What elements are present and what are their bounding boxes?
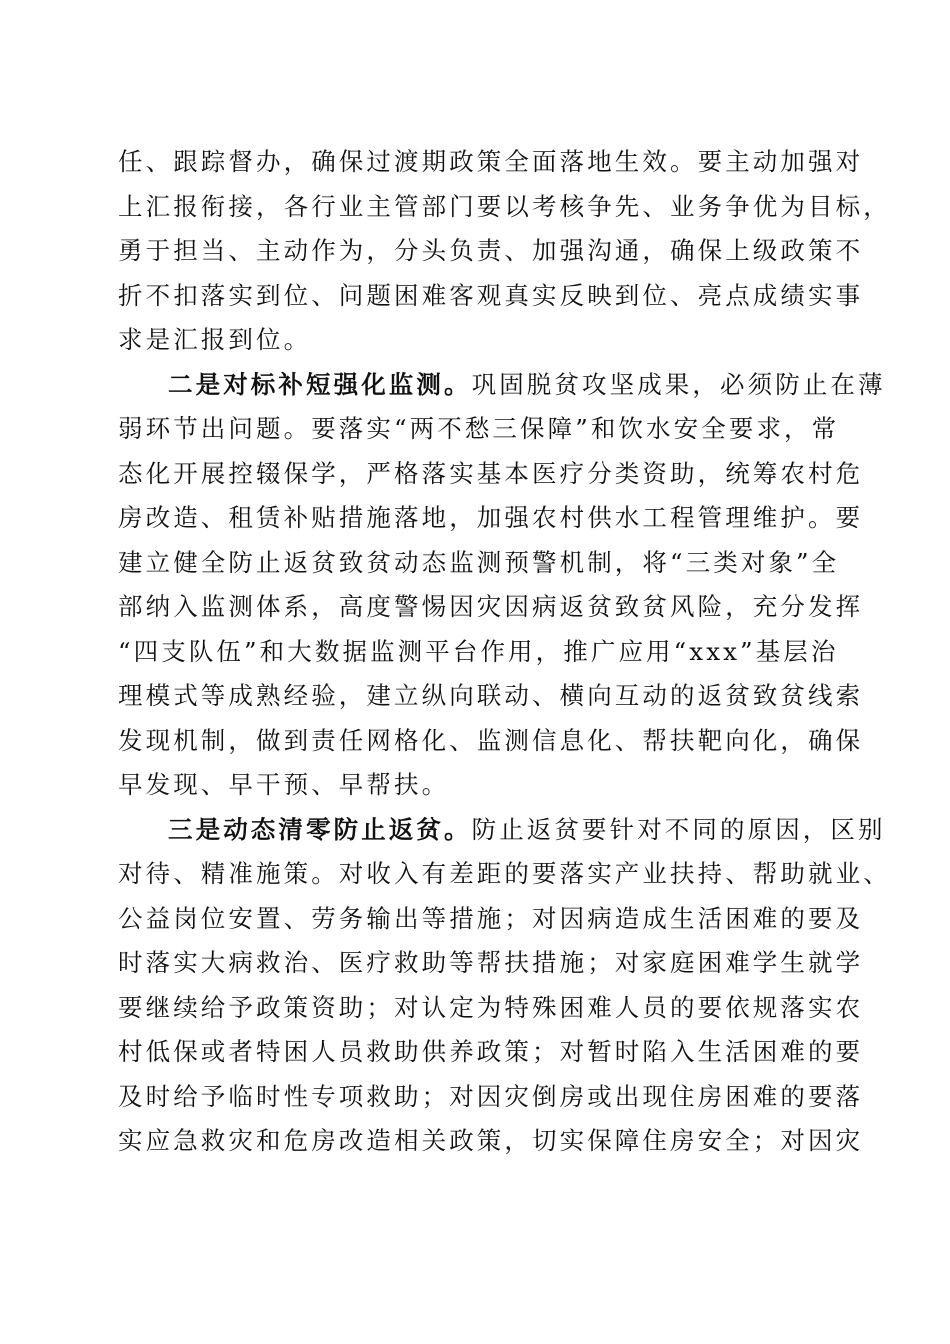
text-line: 及时给予临时性专项救助；对因灾倒房或出现住房困难的要落 — [118, 1081, 864, 1111]
text-line: 实应急救灾和危房改造相关政策，切实保障住房安全；对因灾 — [118, 1126, 864, 1155]
body-text — [118, 140, 891, 1164]
text-line: 村低保或者特困人员救助供养政策；对暂时陷入生活困难的要 — [118, 1037, 864, 1066]
paragraph-heading: 二是对标补短强化监测。 — [168, 369, 472, 399]
paragraph-first-line — [118, 363, 886, 408]
text-line: 房改造、租赁补贴措施落地，加强农村供水工程管理维护。要 — [118, 503, 864, 532]
text-line: 求是汇报到位。 — [118, 325, 312, 354]
text-line: 任、跟踪督办，确保过渡期政策全面落地生效。要主动加强对 — [118, 147, 864, 176]
text-line: 早发现、早干预、早帮扶。 — [118, 770, 450, 799]
text-line: 理模式等成熟经验，建立纵向联动、横向互动的返贫致贫线索 — [118, 681, 864, 710]
text-line: 公益岗位安置、劳务输出等措施；对因病造成生活困难的要及 — [118, 903, 864, 933]
text-line: 发现机制，做到责任网格化、监测信息化、帮扶靶向化，确保 — [118, 725, 864, 755]
text-line: 对待、精准施策。对收入有差距的要落实产业扶持、帮助就业、 — [118, 859, 891, 888]
text-line: 部纳入监测体系，高度警惕因灾因病返贫致贫风险，充分发挥 — [118, 592, 864, 621]
text-line: 折不扣落实到位、问题困难客观真实反映到位、亮点成绩实事 — [118, 280, 864, 310]
text-line: 时落实大病救治、医疗救助等帮扶措施；对家庭困难学生就学 — [118, 948, 864, 977]
text-line: 建立健全防止返贫致贫动态监测预警机制，将“三类对象”全 — [118, 547, 840, 577]
text-segment: 巩固脱贫攻坚成果，必须防止在薄 — [471, 369, 886, 399]
text-line: 上汇报衔接，各行业主管部门要以考核争先、业务争优为目标， — [118, 191, 891, 221]
text-line: “四支队伍”和大数据监测平台作用，推广应用“xxx”基层治 — [118, 636, 839, 666]
text-line: 勇于担当、主动作为，分头负责、加强沟通，确保上级政策不 — [118, 236, 864, 265]
paragraph-heading: 三是动态清零防止返贫。 — [168, 814, 472, 844]
text-line: 弱环节出问题。要落实“两不愁三保障”和饮水安全要求，常 — [118, 414, 840, 443]
text-line: 态化开展控辍保学，严格落实基本医疗分类资助，统筹农村危 — [118, 458, 864, 488]
text-line: 要继续给予政策资助；对认定为特殊困难人员的要依规落实农 — [118, 992, 864, 1022]
paragraph-first-line — [118, 808, 886, 853]
text-segment: 防止返贫要针对不同的原因，区别 — [471, 814, 886, 844]
